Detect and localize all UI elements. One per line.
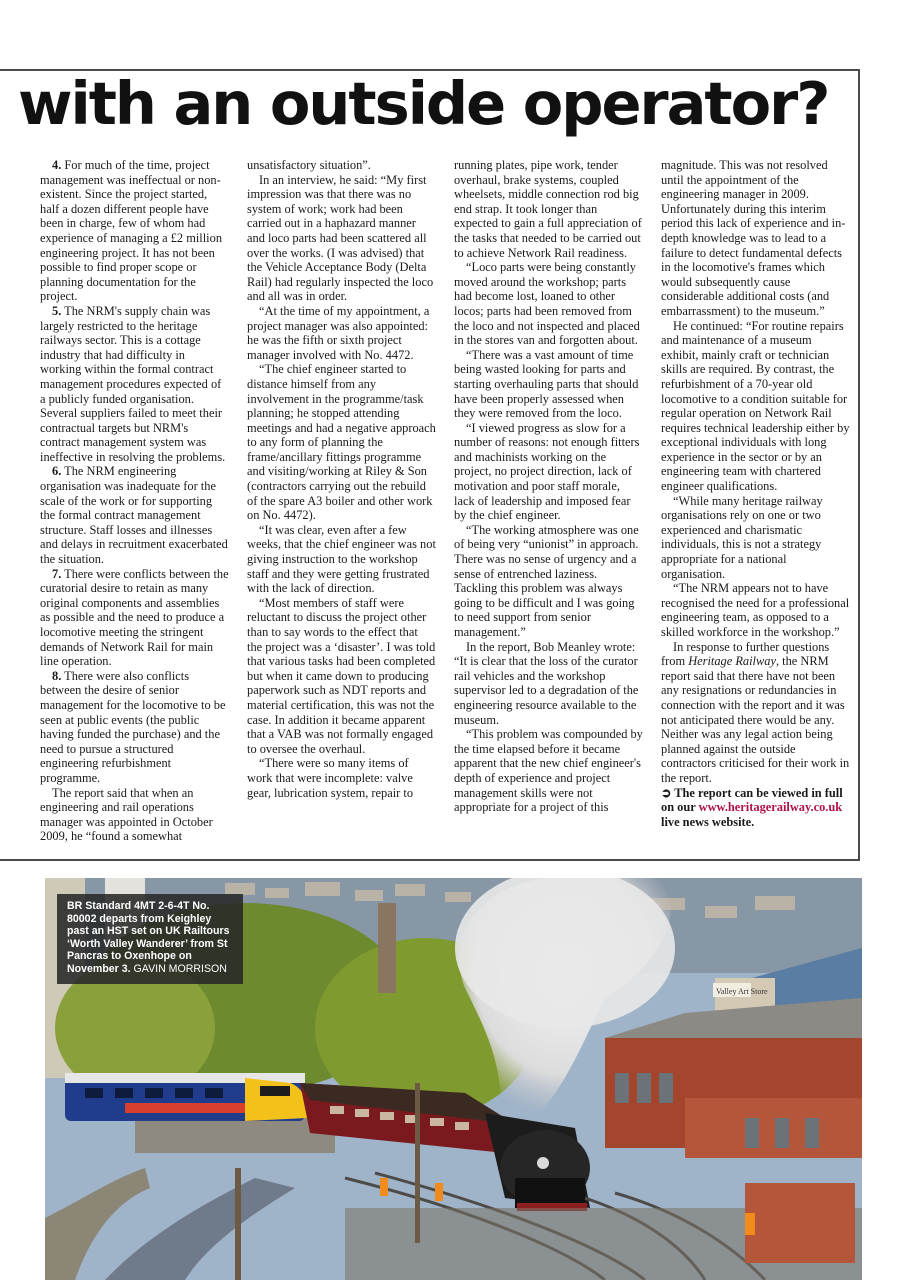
- point-number: 7.: [52, 566, 62, 581]
- paragraph: [661, 581, 850, 639]
- point-number: 6.: [52, 464, 62, 479]
- headline: with an outside operator?: [18, 69, 829, 138]
- paragraph: [661, 640, 850, 786]
- arrow-icon: ➲: [661, 785, 672, 800]
- paragraph-text: The NRM engineering organisation was inadequate for the scale of the work or for supporting the formal contract management structure. Staff losses and illnesses and delays in recruitment exacerbated the situation.: [40, 464, 228, 567]
- photo-credit: GAVIN MORRISON: [133, 962, 227, 975]
- paragraph-text: “The working atmosphere was one of being very “unionist” in approach. There was no sense of urgency and a sense of entrenched laziness. Tackling this problem was always going to be difficult and I was going to need support from senior management.”: [454, 522, 639, 639]
- paragraph-text: running plates, pipe work, tender overhaul, brake systems, coupled wheelsets, middle connection rod big end strap. It took longer than expected to gain a full appreciation of the tasks that needed to be carried out to achieve Network Rail readiness.: [454, 158, 642, 260]
- paragraph-text: In the report, Bob Meanley wrote: “It is clear that the loss of the curator rail vehicles and the workshop supervisor led to a degradation of the engineering resource available to the museum.: [454, 639, 639, 727]
- paragraph: [40, 669, 229, 786]
- paragraph: [40, 158, 229, 304]
- column-1: [40, 158, 229, 844]
- paragraph: [454, 523, 643, 640]
- telegraph-pole: [235, 1168, 241, 1280]
- paragraph: [661, 158, 850, 319]
- paragraph-text: For much of the time, project management was ineffectual or non-existent. Since the project started, half a dozen different people have been in charge, few of whom had experience of managing a £2 million engineering project. It has not been possible to find proper scope or planning documentation for the project.: [40, 158, 223, 304]
- point-number: 8.: [52, 668, 62, 683]
- paragraph: [661, 319, 850, 494]
- paragraph-text: unsatisfactory situation”.: [247, 158, 371, 172]
- paragraph-text: In an interview, he said: “My first impression was that there was no system of work; work had been carried out in a haphazard manner and loco parts had been scattered all over the works. (I was advised) that the Vehicle Acceptance Body (Delta Rail) had regularly inspected the loco and all was in order.: [247, 172, 434, 304]
- paragraph: [247, 304, 436, 362]
- column-2: [247, 158, 436, 844]
- paragraph: [454, 260, 643, 348]
- paragraph-text: “While many heritage railway organisations rely on one or two experienced and charismatic individuals, this is not a strategy appropriate for a national organisation.: [661, 493, 823, 581]
- paragraph-text: The report said that when an engineering and rail operations manager was appointed in October 2009, he “found a somewhat: [40, 785, 213, 844]
- paragraph-text: The report can be viewed in full on our: [661, 785, 843, 815]
- telegraph-pole-2: [415, 1083, 420, 1243]
- paragraph-text: There were conflicts between the curatorial desire to retain as many original components and assemblies as possible and the need to produce a locomotive meeting the stringent demands of Network Rail for main line operation.: [40, 566, 229, 669]
- paragraph: [247, 596, 436, 757]
- paragraph-text: There were also conflicts between the desire of senior management for the locomotive to be seen at public events (the public having funded the purchase) and the need to pursue a structured engineering refurbishment programme.: [40, 668, 226, 785]
- paragraph: [40, 786, 229, 844]
- paragraph: [247, 523, 436, 596]
- paragraph-text: “It was clear, even after a few weeks, that the chief engineer was not giving instruction to the workshop staff and they were getting frustrated with the lack of direction.: [247, 522, 436, 596]
- paragraph-text: The NRM's supply chain was largely restricted to the heritage railways sector. This is a cottage industry that had difficulty in working within the formal contract management procedures expected of a publicly funded organisation. Several suppliers failed to meet their contractual targets but NRM's contract management system was ineffective in resolving the problems.: [40, 303, 226, 464]
- paragraph-text: He continued: “For routine repairs and maintenance of a museum exhibit, mainly craft or technician skills are required. By contrast, the refurbishment of a 70-year old locomotive to a condition suitable for regular operation on Network Rail requires technical leadership either by exceptional individuals with long experience in the sector or by an engineering team with chartered engineer qualifications.: [661, 318, 850, 494]
- paragraph-text: “The chief engineer started to distance himself from any involvement in the programme/task planning; he stopped attending meetings and had a negative approach to any form of planning the frame/ancillary fittings programme and visiting/working at Riley & Son (contractors carrying out the rebuild of the spare A3 boiler and other work on No. 4472).: [247, 362, 436, 523]
- paragraph-text: magnitude. This was not resolved until the appointment of the engineering manager in 2009. Unfortunately during this interim period this lack of experience and in-depth knowledge was to lead to a failure to detect fundamental defects in the locomotive's frames which would subsequently cause considerable additional costs (and embarrassment) to the museum.”: [661, 158, 846, 318]
- paragraph: [40, 567, 229, 669]
- hut: [745, 1183, 855, 1263]
- paragraph: [661, 494, 850, 582]
- paragraph-text: “This problem was compounded by the time elapsed before it became apparent that the new chief engineer's depth of experience and project management skills were not appropriate for a project of this: [454, 727, 643, 815]
- paragraph-text: “At the time of my appointment, a project manager was also appointed: he was the fifth or sixth project manager involved with No. 4472.: [247, 303, 430, 362]
- paragraph: [454, 158, 643, 260]
- paragraph-text: “The NRM appears not to have recognised the need for a professional engineering team, as opposed to a skilled workforce in the workshop.”: [661, 581, 850, 639]
- point-number: 4.: [52, 158, 62, 172]
- photo-caption: [57, 894, 243, 984]
- column-4: [661, 158, 850, 844]
- paragraph: [40, 464, 229, 566]
- paragraph: [454, 348, 643, 421]
- paragraph: [247, 158, 436, 173]
- paragraph: [247, 362, 436, 523]
- paragraph-text: “Most members of staff were reluctant to discuss the project other than to say words to the effect that the project was a ‘disaster’. I was told that various tasks had been completed but when it came down to producing paperwork such as NDT reports and material certification, this was not the case. In addition it became apparent that a VAB was not formally engaged to oversee the overhaul.: [247, 595, 436, 756]
- paragraph: [454, 727, 643, 815]
- website-link[interactable]: www.heritagerailway.co.uk: [698, 800, 843, 815]
- column-3: [454, 158, 643, 844]
- paragraph-text: live news website.: [661, 814, 755, 829]
- paragraph-text: “I viewed progress as slow for a number of reasons: not enough fitters and machinists working on the project, no project direction, lack of motivation and poor staff morale, lack of leadership and imposed fear by the chief engineer.: [454, 420, 640, 523]
- paragraph: [454, 421, 643, 523]
- point-number: 5.: [52, 303, 62, 318]
- paragraph-text: In response to further questions from: [661, 639, 830, 669]
- paragraph-text: , the NRM report said that there have not been any resignations or redundancies in connection with the report and it was not anticipated there would be any. Neither was any legal action being planned against the outside contractors criticised for their work in the report.: [661, 654, 850, 785]
- article-columns: [40, 158, 850, 844]
- paragraph-text: “Loco parts were being constantly moved around the workshop; parts had become lost, loaned to other locos; parts had been removed from the loco and not inspected and placed in the stores van and forgotten about.: [454, 260, 640, 348]
- photo-steam-locomotive: [45, 878, 862, 1280]
- shop-sign: Valley Art Store: [716, 987, 768, 996]
- church-tower: [378, 903, 396, 993]
- platform-wall: [135, 1118, 335, 1153]
- paragraph: [247, 173, 436, 304]
- caption-text: BR Standard 4MT 2-6-4T No. 80002 departs from Keighley past an HST set on UK Railtours ‘Worth Valley Wanderer’ from St Pancras to Oxenhope on November 3.: [67, 900, 230, 975]
- paragraph-text: “There were so many items of work that were incomplete: valve gear, lubrication system, repair to: [247, 756, 414, 800]
- publication-name: Heritage Railway: [688, 654, 776, 669]
- paragraph: [247, 756, 436, 800]
- paragraph: [40, 304, 229, 465]
- paragraph: [661, 786, 850, 830]
- paragraph-text: “There was a vast amount of time being wasted looking for parts and starting overhauling parts that should have been properly assessed when they were removed from the loco.: [454, 347, 639, 421]
- paragraph: [454, 640, 643, 728]
- hst-train: [65, 1073, 307, 1121]
